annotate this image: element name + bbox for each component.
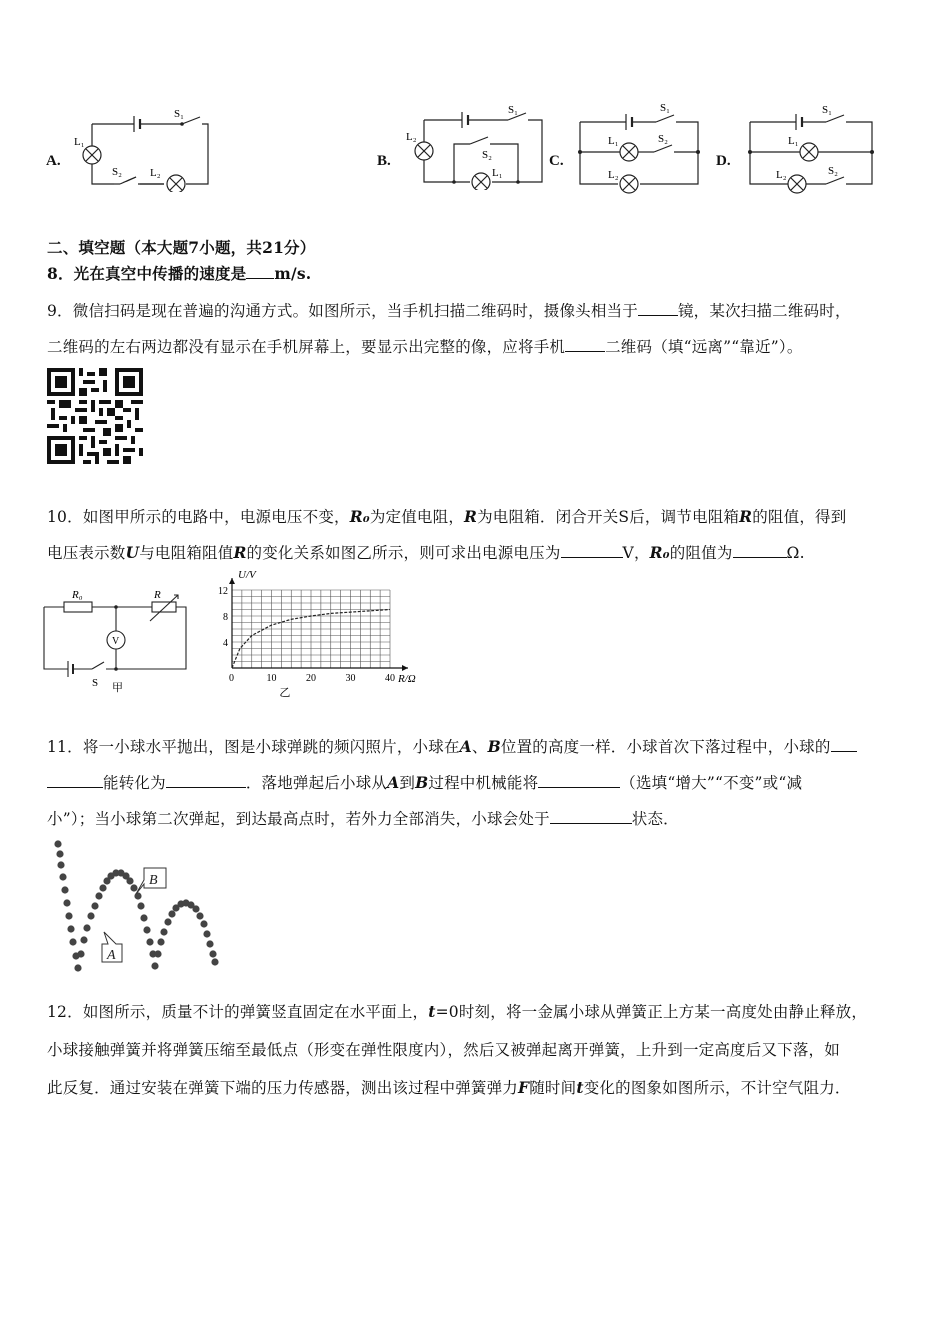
s1-label: S₁ (822, 104, 832, 116)
q10-text: 的变化关系如图乙所示，则可求出电源电压为 (246, 544, 561, 562)
switch-label: S (92, 677, 99, 689)
question-10-line-1 (47, 505, 846, 527)
figure-caption-jia: 甲 (112, 682, 123, 694)
ball-position-dot (134, 892, 141, 899)
chart-axes (229, 578, 408, 671)
y-axis-arrow (229, 578, 235, 584)
q12-text: 此反复．通过安装在弹簧下端的压力传感器，测出该过程中弹簧弹力 (47, 1079, 519, 1097)
x-tick-label: 30 (345, 673, 356, 684)
option-a-label: A. (46, 153, 61, 169)
answer-blank (550, 809, 632, 824)
q10-text: Ω. (786, 544, 805, 562)
ball-position-dot (200, 920, 207, 927)
q10-text: 为电阻箱．闭合开关S后，调节电阻箱 (477, 508, 740, 526)
ball-position-dot (91, 902, 98, 909)
qr-code-image (47, 368, 143, 464)
l2-label: L₂ (406, 131, 417, 143)
q11-text: 小”）；当小球第二次弹起，到达最高点时，若外力全部消失，小球会处于 (47, 810, 550, 828)
ball-position-dot (67, 925, 74, 932)
answer-blank (565, 337, 605, 352)
l1-label: L₁ (492, 167, 503, 179)
f-symbol: F (518, 1078, 530, 1097)
ball-position-dot (203, 930, 210, 937)
option-b-label: B. (377, 153, 391, 169)
s1-label: S₁ (660, 102, 670, 114)
r-symbol: R (464, 507, 478, 526)
l1-label: L₁ (74, 136, 85, 148)
ball-position-dot (164, 918, 171, 925)
s2-label: S₂ (482, 149, 492, 161)
ball-position-dot (157, 938, 164, 945)
ball-position-dot (99, 884, 106, 891)
q11-text: （选填“增大”“不变”或“减 (620, 774, 803, 792)
label-b: B (149, 873, 158, 888)
ball-position-dot (209, 950, 216, 957)
q10-text: V， (622, 544, 650, 562)
s2-label: S₂ (658, 133, 668, 145)
question-10-line-2 (47, 541, 805, 563)
question-11-line-1 (47, 735, 857, 757)
q11-text: 到 (399, 774, 416, 792)
circuit-diagram-a (66, 100, 216, 192)
x-tick-label: 40 (385, 673, 395, 684)
q11-text: ．落地弹起后小球从 (245, 774, 388, 792)
q10-text: 电压表示数 (47, 544, 126, 562)
ball-position-dot (146, 938, 153, 945)
q10-text: 的阻值，得到 (752, 508, 847, 526)
ball-position-dot (206, 940, 213, 947)
ball-position-dot (87, 912, 94, 919)
ball-position-dot (126, 877, 133, 884)
x-axis-label: R/Ω (398, 673, 416, 685)
ball-position-dot (140, 914, 147, 921)
q11-text: 位置的高度一样．小球首次下落过程中，小球的 (500, 738, 831, 756)
ball-position-dot (143, 926, 150, 933)
l1-label: L₁ (788, 135, 799, 147)
section-heading: 二、填空题（本大题7小题，共21分） (47, 238, 316, 257)
ball-position-dot (168, 910, 175, 917)
ball-position-dot (57, 861, 64, 868)
ball-position-dot (130, 884, 137, 891)
circuit-diagram-c (572, 98, 712, 194)
answer-blank (638, 301, 678, 316)
question-9-line-1 (47, 299, 851, 321)
circuit-diagram-jia (40, 585, 190, 695)
q9-text: 镜，某次扫描二维码时， (677, 302, 851, 320)
question-9-line-2 (47, 335, 803, 357)
q11-text: 能转化为 (103, 774, 166, 792)
y-tick-label: 8 (223, 612, 228, 623)
r-symbol: R (739, 507, 753, 526)
ball-position-dot (56, 850, 63, 857)
label-a: A (107, 948, 116, 963)
ball-position-dot (69, 938, 76, 945)
u-r-chart (210, 568, 440, 700)
question-11-line-2 (47, 771, 802, 793)
l2-label: L₂ (608, 169, 619, 181)
ball-position-dot (77, 950, 84, 957)
a-symbol: A (459, 737, 472, 756)
ball-position-dot (54, 840, 61, 847)
answer-blank (733, 543, 787, 558)
ball-position-dot (211, 958, 218, 965)
ball-position-dot (95, 892, 102, 899)
ball-position-dot (160, 928, 167, 935)
q9-text: 9．微信扫码是现在普遍的沟通方式。如图所示，当手机扫描二维码时，摄像头相当于 (47, 302, 638, 320)
ball-position-dot (80, 936, 87, 943)
option-c-label: C. (549, 153, 564, 169)
answer-blank (246, 264, 274, 279)
answer-blank (47, 773, 103, 788)
bouncing-ball-photo (46, 836, 236, 982)
x-tick-label: 20 (306, 673, 316, 684)
chart-grid (232, 590, 390, 668)
ball-position-dot (154, 950, 161, 957)
s2-label: S₂ (112, 166, 122, 178)
q10-text: 的阻值为 (669, 544, 733, 562)
x-tick-label: 0 (229, 673, 234, 684)
s1-label: S₁ (508, 104, 518, 116)
q9-text: 二维码的左右两边都没有显示在手机屏幕上，要显示出完整的像，应将手机 (47, 338, 566, 356)
question-12-line-2: 小球接触弹簧并将弹簧压缩至最低点（形变在弹性限度内），然后又被弹起离开弹簧，上升到一定高度后又下落，如 (47, 1041, 840, 1059)
ball-position-dot (63, 899, 70, 906)
b-symbol: B (415, 773, 429, 792)
q9-text: 二维码（填“远离”“靠近”）。 (605, 338, 803, 356)
q11-text: 状态． (631, 810, 679, 828)
option-d-label: D. (716, 153, 731, 169)
q10-text: 10．如图甲所示的电路中，电源电压不变， (47, 508, 350, 526)
q12-text: 变化的图象如图所示，不计空气阻力． (583, 1079, 851, 1097)
r0-symbol: R₀ (649, 543, 670, 562)
ball-position-dot (151, 962, 158, 969)
ball-position-dot (196, 912, 203, 919)
ball-position-dot (83, 924, 90, 931)
q10-text: 为定值电阻， (369, 508, 465, 526)
ball-position-dot (61, 886, 68, 893)
y-tick-label: 4 (223, 638, 228, 649)
s1-label: S₁ (174, 108, 184, 120)
q11-text: 11．将一小球水平抛出，图是小球弹跳的频闪照片，小球在 (47, 738, 460, 756)
answer-blank (831, 737, 857, 752)
answer-blank (538, 773, 620, 788)
q12-text: 12．如图所示，质量不计的弹簧竖直固定在水平面上， (47, 1003, 429, 1021)
ball-position-dot (59, 873, 66, 880)
r0-label: R₀ (72, 589, 83, 601)
s2-label: S₂ (828, 165, 838, 177)
answer-blank (561, 543, 623, 558)
t-symbol: t (428, 1002, 436, 1021)
q12-text: =0时刻，将一金属小球从弹簧正上方某一高度处由静止释放， (435, 1003, 868, 1021)
r-symbol: R (233, 543, 247, 562)
ball-position-dot (192, 905, 199, 912)
q12-text: 随时间 (529, 1079, 577, 1097)
q10-text: 与电阻箱阻值 (139, 544, 234, 562)
circuit-diagram-d (742, 98, 882, 194)
question-12-line-3 (47, 1076, 851, 1098)
figure-caption-yi: 乙 (279, 687, 291, 699)
b-symbol: B (487, 737, 501, 756)
t-symbol: t (576, 1078, 584, 1097)
ball-position-dot (74, 964, 81, 971)
ball-position-dot (137, 902, 144, 909)
question-11-line-3 (47, 807, 679, 829)
a-symbol: A (387, 773, 400, 792)
voltmeter-label: V (112, 636, 120, 647)
l2-label: L₂ (150, 167, 161, 179)
chart-tick-labels (218, 586, 395, 684)
q8-text: 8．光在真空中传播的速度是 (47, 264, 247, 283)
y-axis-label: U/V (238, 569, 256, 581)
question-12-line-1 (47, 1000, 867, 1022)
answer-blank (166, 773, 246, 788)
q11-text: 过程中机械能将 (428, 774, 539, 792)
y-tick-label: 12 (218, 586, 228, 597)
x-tick-label: 10 (266, 673, 277, 684)
q8-unit: m/s. (274, 264, 312, 283)
r0-symbol: R₀ (349, 507, 370, 526)
question-8 (47, 262, 311, 284)
r-label: R (154, 589, 161, 601)
x-axis-arrow (402, 665, 408, 671)
ball-position-dot (65, 912, 72, 919)
u-symbol: U (125, 543, 140, 562)
q11-text: 、 (471, 738, 488, 756)
l1-label: L₁ (608, 135, 619, 147)
circuit-diagram-b (400, 98, 550, 190)
l2-label: L₂ (776, 169, 787, 181)
